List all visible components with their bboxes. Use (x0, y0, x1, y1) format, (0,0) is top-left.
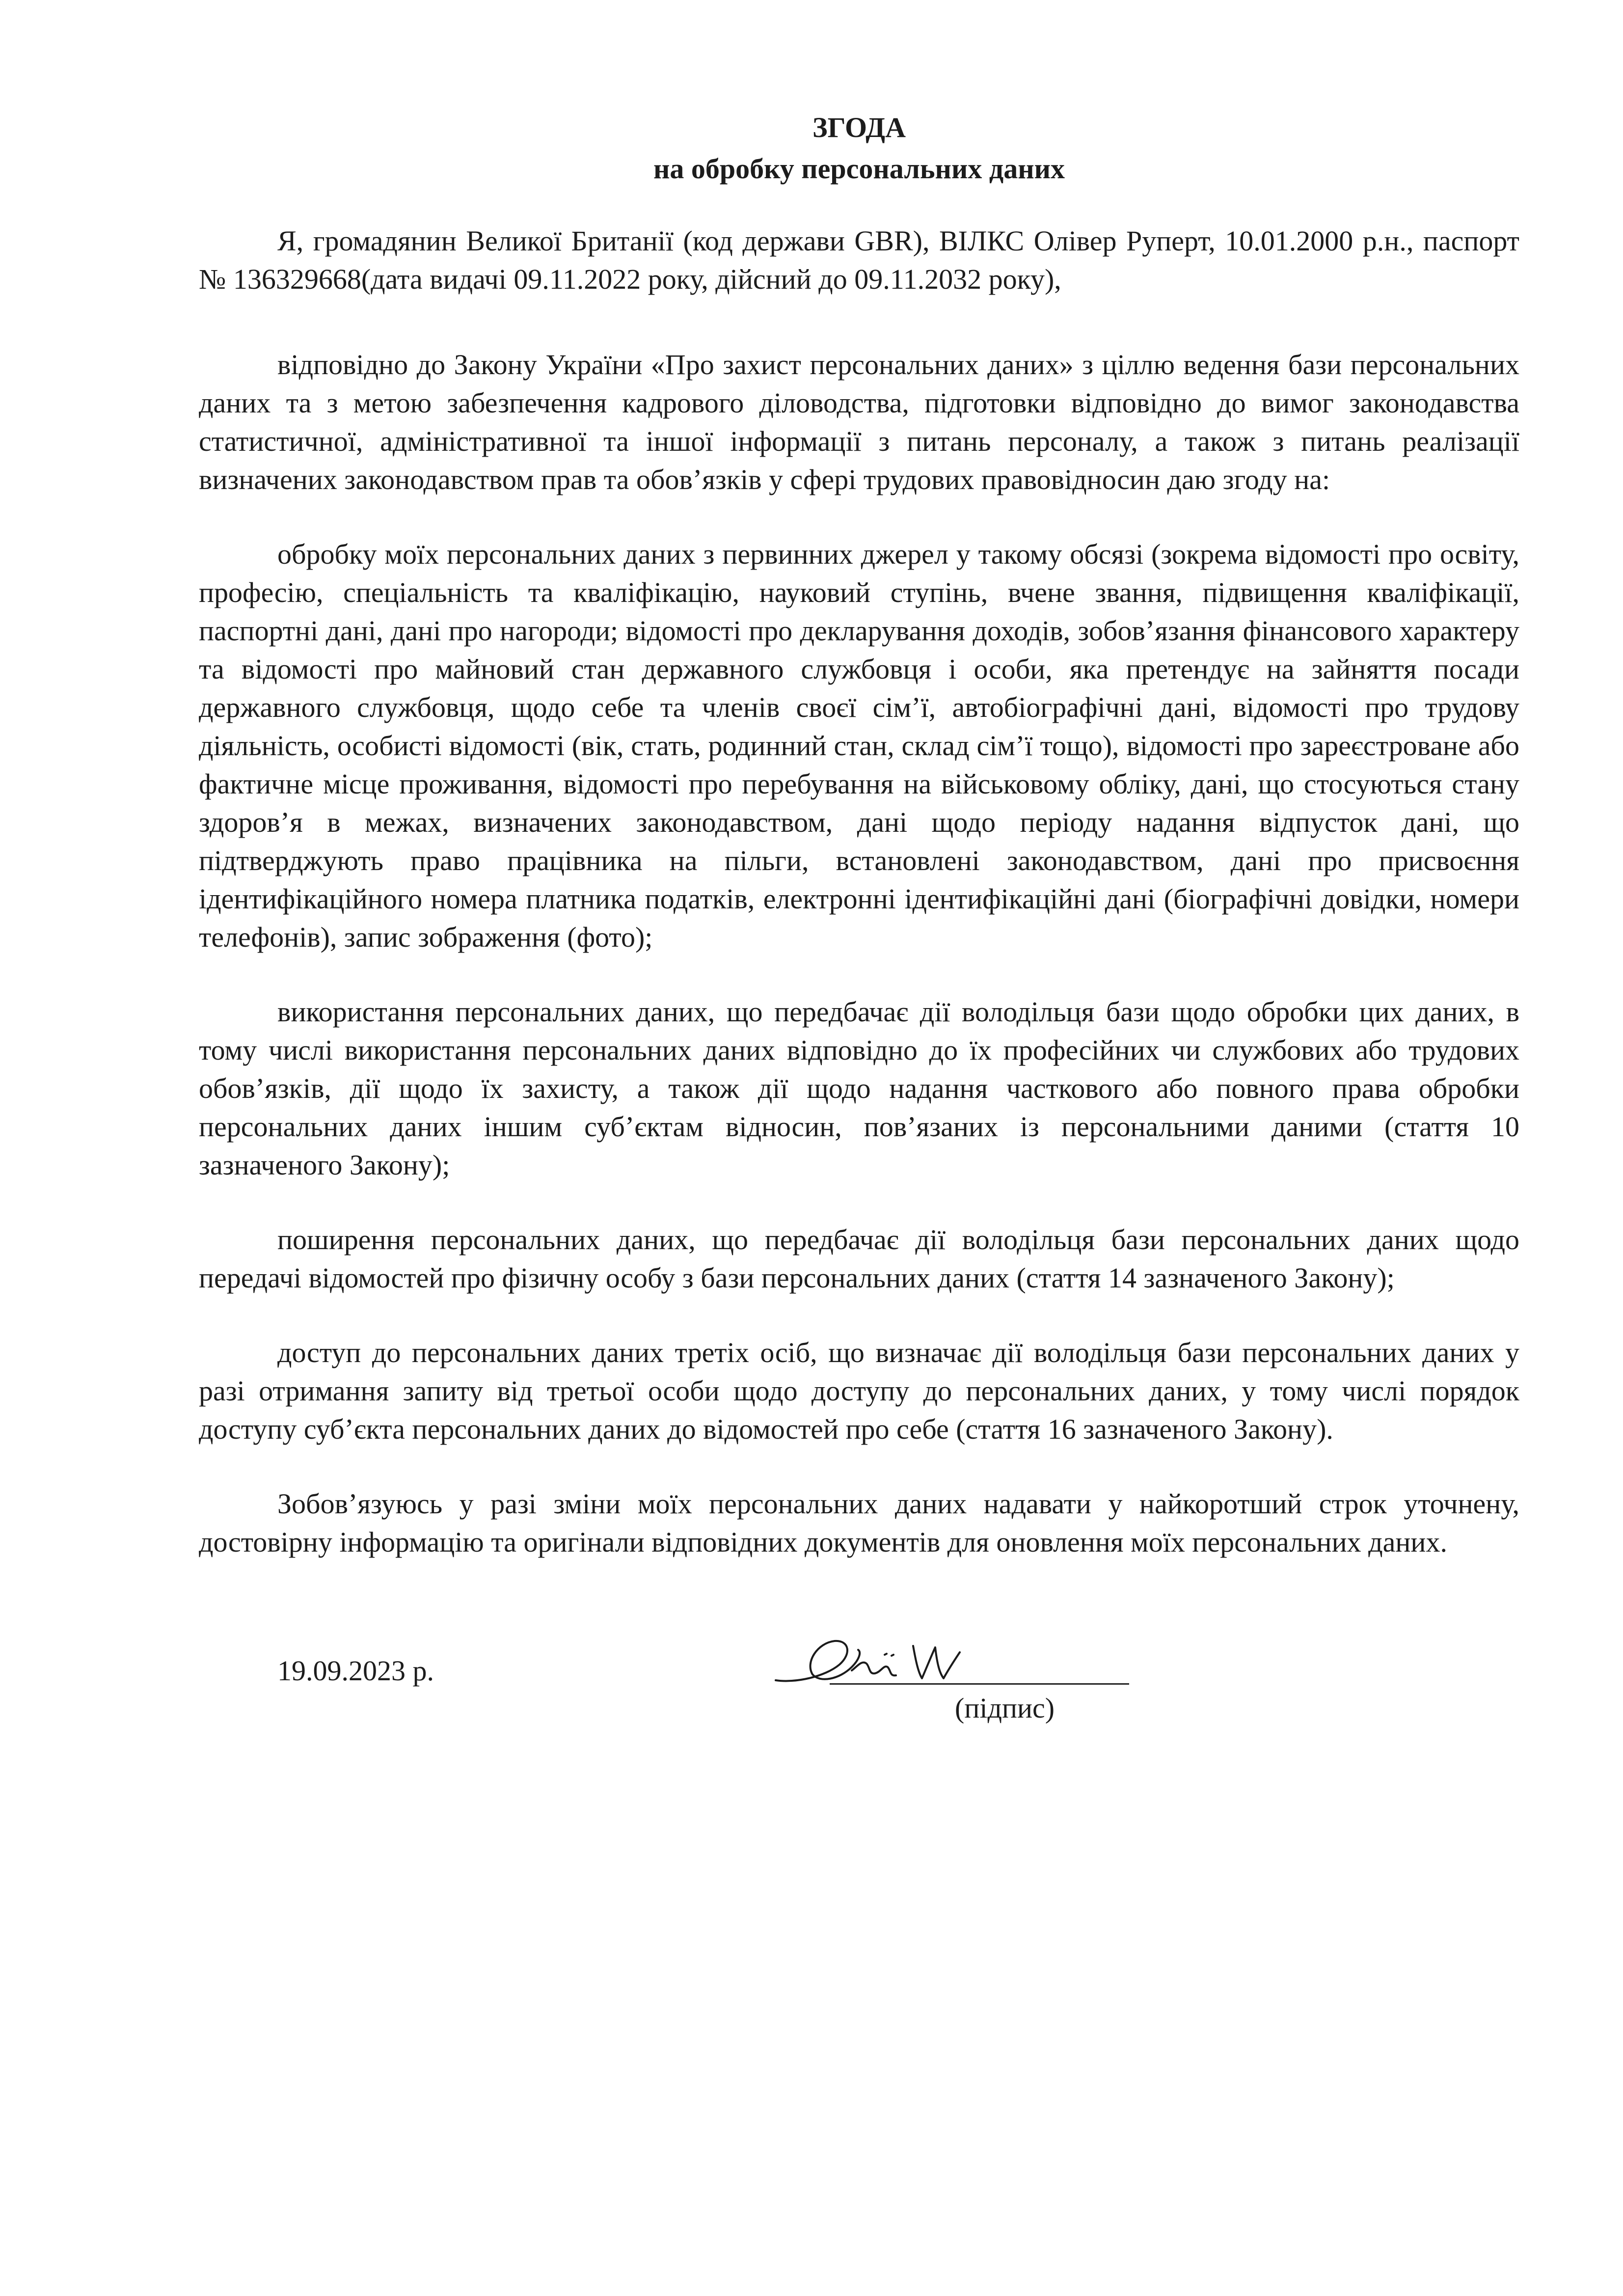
document-title: ЗГОДА (812, 111, 906, 143)
paragraph-dissemination: поширення персональних даних, що передбачає дії володільця бази персональних даних щодо передачі відомостей про фізичну особу з бази персональних даних (стаття 14 зазначеного Закону); (199, 1224, 1519, 1294)
signature-line (830, 1683, 1129, 1685)
paragraph-access: доступ до персональних даних третіх осіб, що визначає дії володільця бази персональних даних у разі отримання запиту від третьої особи щодо доступу до персональних даних, у тому числі порядок доступу суб’єкта персональних даних до відомостей про себе (стаття 16 зазначеного Закону). (199, 1337, 1519, 1445)
document-subtitle: на обробку персональних даних (653, 153, 1065, 185)
handwritten-signature (766, 1625, 1011, 1699)
paragraph-processing: обробку моїх персональних даних з первинних джерел у такому обсязі (зокрема відомості про освіту, професію, спеціальність та кваліфікацію, науковий ступінь, вчене звання, підвищення кваліфікації, паспортні дані, дані про нагороди; відомості про декларування доходів, зобов’язання фінансового характеру та відомості про майновий стан державного службовця і особи, яка претендує на зайняття посади державного службовця, щодо себе та членів своєї сім’ї, автобіографічні дані, відомості про трудову діяльність, особисті відомості (вік, стать, родинний стан, склад сім’ї тощо), відомості про зареєстроване або фактичне місце проживання, відомості про перебування на військовому обліку, дані, що стосуються стану здоров’я в межах, визначених законодавством, дані щодо періоду надання відпусток дані, що підтверджують право працівника на пільги, встановлені законодавством, дані про присвоєння ідентифікаційного номера платника податків, електронні ідентифікаційні дані (біографічні довідки, номери телефонів), запис зображення (фото); (199, 538, 1519, 953)
signature-area (766, 1635, 1129, 1748)
document-date: 19.09.2023 р. (277, 1655, 434, 1687)
paragraph-legal-basis: відповідно до Закону України «Про захист персональних даних» з ціллю ведення бази персональних даних та з метою забезпечення кадрового діловодства, підготовки відповідно до вимог законодавства статистичної, адміністративної та іншої інформації з питань персоналу, а також з питань реалізації визначених законодавством прав та обов’язків у сфері трудових правовідносин даю згоду на: (199, 349, 1519, 495)
signature-block (199, 1635, 1519, 1763)
paragraph-obligation: Зобов’язуюсь у разі зміни моїх персональних даних надавати у найкоротший строк уточнену, достовірну інформацію та оригінали відповідних документів для оновлення моїх персональних даних. (199, 1488, 1519, 1558)
signature-caption: (підпис) (955, 1692, 1055, 1724)
document-body (199, 107, 1519, 1763)
paragraph-usage: використання персональних даних, що передбачає дії володільця бази щодо обробки цих даних, в тому числі використання персональних даних відповідно до їх професійних чи службових або трудових обов’язків, дії щодо їх захисту, а також дії щодо надання часткового або повного права обробки персональних даних іншим суб’єктам відносин, пов’язаних із персональними даними (стаття 10 зазначеного Закону); (199, 996, 1519, 1181)
paragraph-identity: Я, громадянин Великої Британії (код держави GBR), ВІЛКС Олівер Руперт, 10.01.2000 р.н., паспорт № 136329668(дата видачі 09.11.2022 року, дійсний до 09.11.2032 року), (199, 225, 1519, 295)
